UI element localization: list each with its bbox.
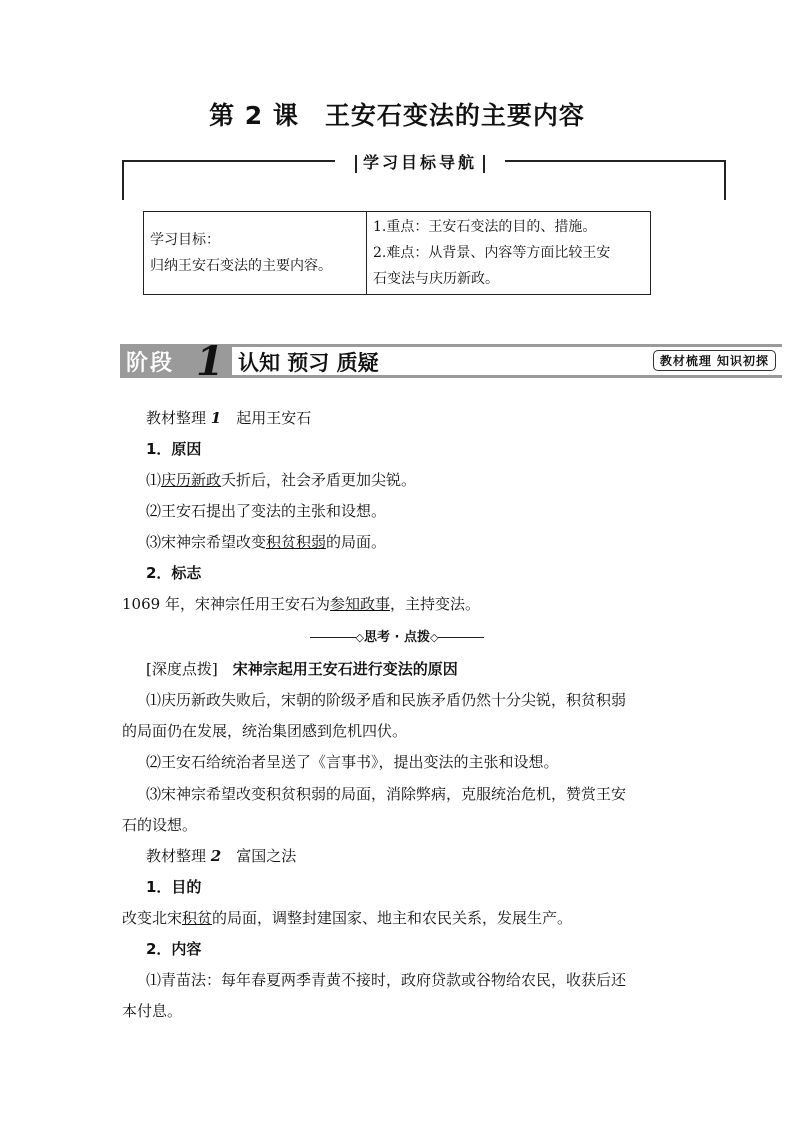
diamond-left-icon: ◇ bbox=[355, 631, 364, 644]
diamond-right-icon: ◇ bbox=[430, 631, 439, 644]
section1-cause2: ⑵王安石提出了变法的主张和设想。 bbox=[146, 502, 387, 520]
section1-sign bbox=[122, 594, 682, 615]
underlined-term: 积贫积弱 bbox=[266, 533, 327, 551]
text: ，主持变法。 bbox=[389, 595, 480, 613]
stage-banner bbox=[120, 338, 782, 385]
text: 的局面。 bbox=[326, 533, 387, 551]
deep-heading-text: 宋神宗起用王安石进行变法的原因 bbox=[232, 660, 458, 678]
goals-right-line3: 石变法与庆历新政。 bbox=[373, 271, 499, 287]
section1-sub2: 2．标志 bbox=[146, 564, 202, 582]
goals-left-cell bbox=[144, 212, 367, 295]
think-divider bbox=[0, 626, 794, 645]
goals-table bbox=[143, 211, 651, 295]
deep-p1b: 的局面仍在发展，统治集团感到危机四伏。 bbox=[122, 722, 408, 740]
section2-heading bbox=[146, 846, 706, 867]
section1-cause3 bbox=[146, 532, 706, 553]
underlined-term: 庆历新政 bbox=[161, 471, 222, 489]
dash-right bbox=[438, 637, 484, 638]
deep-p1a: ⑴庆历新政失败后，宋朝的阶级矛盾和民族矛盾仍然十分尖锐，积贫积弱 bbox=[146, 691, 627, 709]
section2-purpose bbox=[122, 908, 682, 929]
banner-stage-number: 1 bbox=[196, 338, 224, 385]
section1-sub1: 1．原因 bbox=[146, 440, 202, 458]
section2-sub2: 2．内容 bbox=[146, 940, 202, 958]
heading-prefix: 教材整理 bbox=[146, 409, 207, 427]
section1-cause1 bbox=[146, 470, 706, 491]
heading-num: 1 bbox=[210, 409, 222, 427]
section2-sub1: 1．目的 bbox=[146, 878, 202, 896]
heading-num: 2 bbox=[210, 847, 222, 865]
goals-left-line1: 学习目标： bbox=[150, 232, 220, 248]
dash-left bbox=[310, 637, 356, 638]
goals-left-line2: 归纳王安石变法的主要内容。 bbox=[150, 258, 332, 274]
heading-text: 富国之法 bbox=[236, 847, 297, 865]
text: 的局面，调整封建国家、地主和农民关系，发展生产。 bbox=[212, 909, 573, 927]
deep-p3a: ⑶宋神宗希望改变积贫积弱的局面，消除弊病，克服统治危机，赞赏王安 bbox=[146, 785, 627, 803]
text: 1069 年，宋神宗任用王安石为 bbox=[122, 595, 330, 613]
think-label: 思考 · 点拨 bbox=[364, 630, 430, 645]
text: ⑴ bbox=[146, 471, 162, 489]
banner-tag: 教材梳理 知识初探 bbox=[653, 350, 776, 371]
section2-c1b: 本付息。 bbox=[122, 1002, 183, 1020]
deep-p2: ⑵王安石给统治者呈送了《言事书》，提出变法的主张和设想。 bbox=[146, 753, 559, 771]
deep-label: [深度点拨] bbox=[146, 660, 218, 678]
goals-right-line2: 2.难点：从背景、内容等方面比较王安 bbox=[373, 245, 611, 261]
text: 夭折后，社会矛盾更加尖锐。 bbox=[221, 471, 417, 489]
underlined-term: 积贫 bbox=[182, 909, 213, 927]
nav-title bbox=[335, 151, 505, 175]
text: ⑶宋神宗希望改变 bbox=[146, 533, 267, 551]
banner-stage-label: 阶段 bbox=[126, 351, 175, 376]
text: 改变北宋 bbox=[122, 909, 183, 927]
heading-text: 起用王安石 bbox=[236, 409, 312, 427]
divider-right bbox=[483, 155, 485, 173]
banner-words: 认知 预习 质疑 bbox=[238, 351, 379, 375]
section2-c1a: ⑴青苗法：每年春夏两季青黄不接时，政府贷款或谷物给农民，收获后还 bbox=[146, 971, 627, 989]
page-title: 第 2 课 王安石变法的主要内容 bbox=[209, 101, 585, 130]
deep-heading bbox=[146, 659, 706, 680]
deep-p3b: 石的设想。 bbox=[122, 816, 198, 834]
underlined-term: 参知政事 bbox=[329, 595, 390, 613]
section1-heading bbox=[146, 408, 706, 429]
nav-title-text: 学习目标导航 bbox=[362, 153, 477, 172]
goals-right-line1: 1.重点：王安石变法的目的、措施。 bbox=[373, 219, 597, 235]
heading-prefix: 教材整理 bbox=[146, 847, 207, 865]
divider-left bbox=[355, 155, 357, 173]
goals-right-cell bbox=[367, 212, 651, 295]
